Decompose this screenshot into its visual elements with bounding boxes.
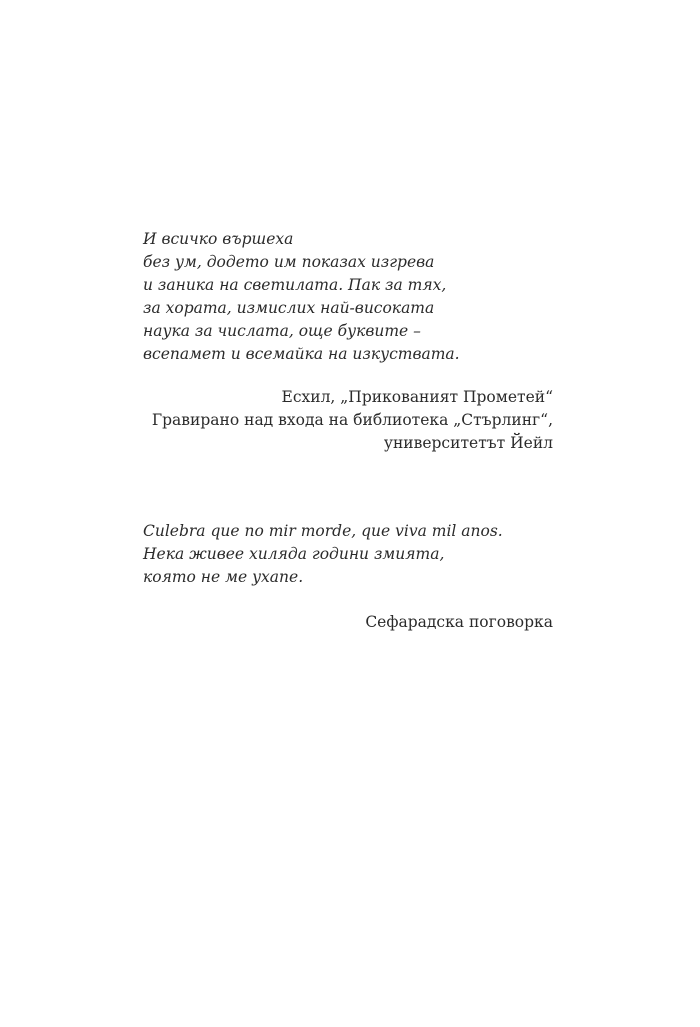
attribution-line: Есхил, „Прикованият Прометей“ [281,388,553,406]
verse-line: без ум, додето им показах изгрева [143,253,435,271]
verse-line: която не ме ухапе. [143,568,304,586]
attribution-block [143,611,553,634]
verse-line: наука за числата, още буквите – [143,322,421,340]
verse-line: Нека живее хиляда години змията, [143,545,445,563]
verse-line: И всичко вършеха [143,230,294,248]
verse-line: за хората, измислих най-високата [143,299,435,317]
attribution-line: университетът Йейл [383,434,553,452]
attribution-line: Сефарадска поговорка [365,613,553,631]
verse-block [143,228,553,366]
verse-line: Culebra que no mir morde, que viva mil anos. [143,522,503,540]
epigraph-aeschylus [143,228,553,455]
epigraph-sephardic-proverb [143,520,553,634]
attribution-block [143,386,553,455]
verse-line: и заника на светилата. Пак за тях, [143,276,447,294]
attribution-line: Гравирано над входа на библиотека „Стърлинг“, [151,411,553,429]
verse-line: всепамет и всемайка на изкуствата. [143,345,460,363]
verse-block [143,520,553,589]
